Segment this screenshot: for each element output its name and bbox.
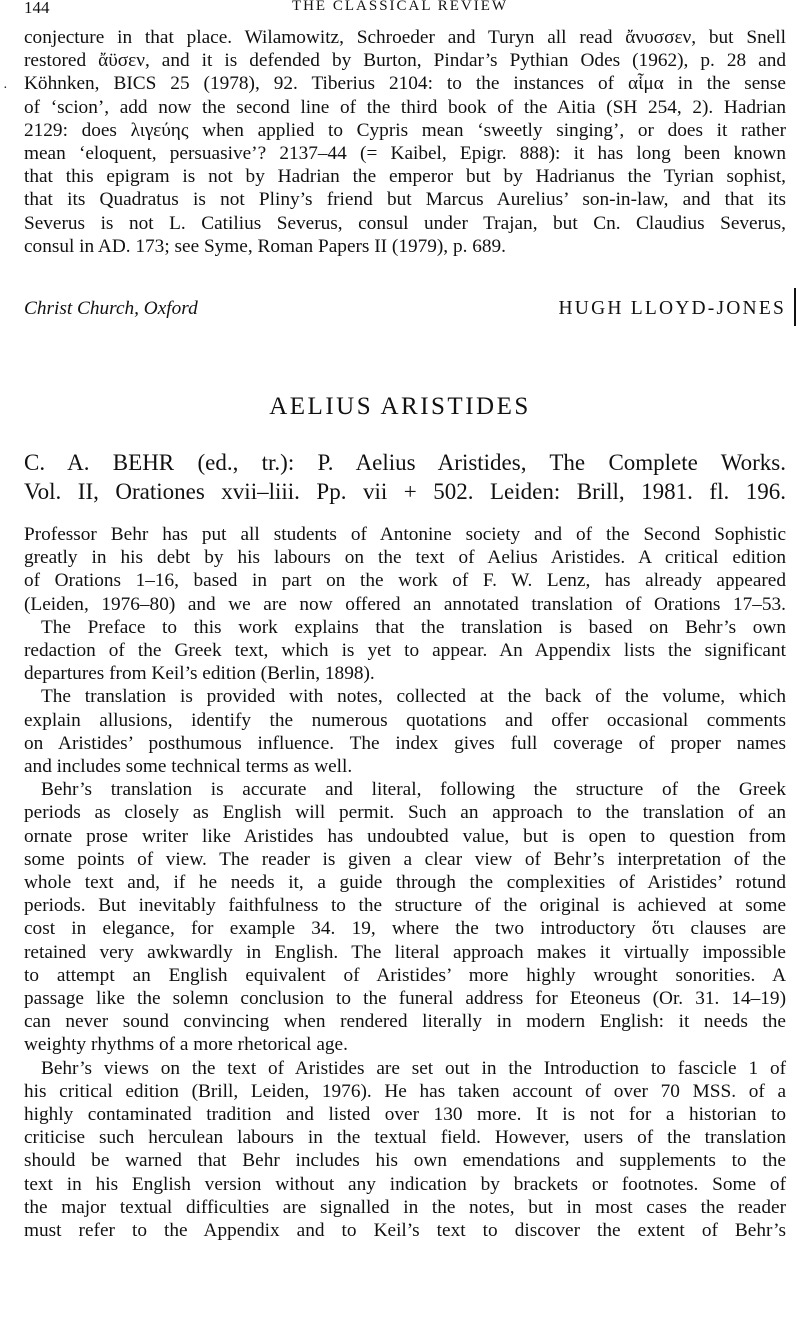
text-line: whole text and, if he needs it, a guide through the complexities of Aristides’ rotund — [24, 872, 786, 894]
text-line: consul in AD. 173; see Syme, Roman Papers II (1979), p. 689. — [24, 235, 506, 257]
text-line: Professor Behr has put all students of Antonine society and of the Second Sophistic — [24, 524, 786, 545]
text-line: of Orations 1–16, based in part on the work of F. W. Lenz, has already appeared — [24, 570, 786, 592]
text-line: his critical edition (Brill, Leiden, 1976). He has taken account of over 70 MSS. of a — [24, 1080, 786, 1102]
text-line: that this epigram is not by Hadrian the emperor but by Hadrianus the Tyrian sophist, — [24, 166, 786, 188]
text-line: retained very awkwardly in English. The literal approach makes it virtually impossible — [24, 941, 786, 963]
text-line: restored ἄϋσεν, and it is defended by Burton, Pindar’s Pythian Odes (1962), p. 28 and — [24, 50, 786, 72]
text-line: must refer to the Appendix and to Keil’s text to discover the extent of Behr’s — [24, 1220, 786, 1242]
text-line: that its Quadratus is not Pliny’s friend but Marcus Aurelius’ son-in-law, and that its — [24, 189, 786, 211]
reviewer-affiliation: Christ Church, Oxford — [24, 298, 198, 319]
paragraph — [24, 778, 786, 1056]
text-line: ornate prose writer like Aristides has undoubted value, but is open to question from — [24, 825, 786, 847]
margin-rule — [794, 288, 796, 326]
text-line: conjecture in that place. Wilamowitz, Schroeder and Turyn all read ἄνυσσεν, but Snell — [24, 27, 786, 48]
margin-mark: · — [3, 81, 8, 96]
text-line: highly contaminated tradition and listed over 130 more. It is not for a historian to — [24, 1104, 786, 1126]
text-line: text in his English version without any indication by brackets or footnotes. Some of — [24, 1173, 786, 1195]
running-head — [24, 0, 776, 20]
text-line: departures from Keil’s edition (Berlin, 1898). — [24, 663, 375, 685]
text-line: of ‘scion’, add now the second line of the third book of the Aitia (SH 254, 2). Hadrian — [24, 96, 786, 118]
previous-review-text — [24, 26, 786, 258]
text-line: Köhnken, BICS 25 (1978), 92. Tiberius 2104: to the instances of αἷμα in the sense — [24, 73, 786, 95]
paragraph — [24, 1057, 786, 1243]
text-line: can never sound convincing when rendered literally in modern English: it needs the — [24, 1011, 786, 1033]
text-line: to attempt an English equivalent of Aristides’ more highly wrought sonorities. A — [24, 964, 786, 986]
text-line: The Preface to this work explains that the translation is based on Behr’s own — [41, 616, 786, 638]
text-line: The translation is provided with notes, collected at the back of the volume, which — [41, 686, 786, 708]
text-line: passage like the solemn conclusion to the funeral address for Eteoneus (Or. 31. 14–19) — [24, 988, 786, 1010]
text-line: criticise such herculean labours in the textual field. However, users of the translation — [24, 1127, 786, 1149]
citation-line-1: C. A. BEHR (ed., tr.): P. Aelius Aristides, The Complete Works. — [24, 450, 786, 475]
text-line: on Aristides’ posthumous influence. The index gives full coverage of proper names — [24, 732, 786, 754]
text-line: 2129: does λιγεύης when applied to Cypris mean ‘sweetly singing’, or does it rather — [24, 119, 786, 141]
section-heading: AELIUS ARISTIDES — [269, 393, 531, 420]
review-signature — [24, 297, 786, 321]
page-number: 144 — [24, 0, 50, 17]
text-line: redaction of the Greek text, which is yet to appear. An Appendix lists the significant — [24, 640, 786, 662]
text-line: periods as closely as English will permit. Such an approach to the translation of an — [24, 802, 786, 824]
book-citation — [24, 448, 786, 506]
text-line: greatly in his debt by his labours on the text of Aelius Aristides. A critical edition — [24, 547, 786, 569]
text-line: Severus is not L. Catilius Severus, consul under Trajan, but Cn. Claudius Severus, — [24, 212, 786, 234]
text-line: periods. But inevitably faithfulness to the structure of the original is achieved at some — [24, 895, 786, 917]
text-line: mean ‘eloquent, persuasive’? 2137–44 (= Kaibel, Epigr. 888): it has long been known — [24, 143, 786, 165]
text-line: some points of view. The reader is given a clear view of Behr’s interpretation of the — [24, 848, 786, 870]
journal-title: THE CLASSICAL REVIEW — [291, 0, 509, 14]
text-line: and includes some technical terms as well. — [24, 756, 353, 778]
citation-line-2: Vol. II, Orationes xvii–liii. Pp. vii + 502. Leiden: Brill, 1981. fl. 196. — [24, 479, 786, 504]
text-line: Behr’s translation is accurate and literal, following the structure of the Greek — [41, 779, 786, 801]
text-line: weighty rhythms of a more rhetorical age. — [24, 1034, 348, 1056]
text-line: explain allusions, identify the numerous quotations and offer occasional comments — [24, 709, 786, 731]
paragraph — [24, 523, 786, 616]
paragraph — [24, 616, 786, 686]
review-body — [24, 523, 786, 1242]
reviewer-name: HUGH LLOYD-JONES — [558, 298, 786, 319]
text-line: should be warned that Behr includes his own emendations and supplements to the — [24, 1150, 786, 1172]
text-line: the major textual difficulties are signalled in the notes, but in most cases the reader — [24, 1196, 786, 1218]
text-line: Behr’s views on the text of Aristides are set out in the Introduction to fascicle 1 of — [41, 1057, 786, 1079]
text-line: cost in elegance, for example 34. 19, where the two introductory ὅτι clauses are — [24, 918, 786, 940]
text-line: (Leiden, 1976–80) and we are now offered an annotated translation of Orations 17–53. — [24, 593, 786, 615]
paragraph — [24, 685, 786, 778]
